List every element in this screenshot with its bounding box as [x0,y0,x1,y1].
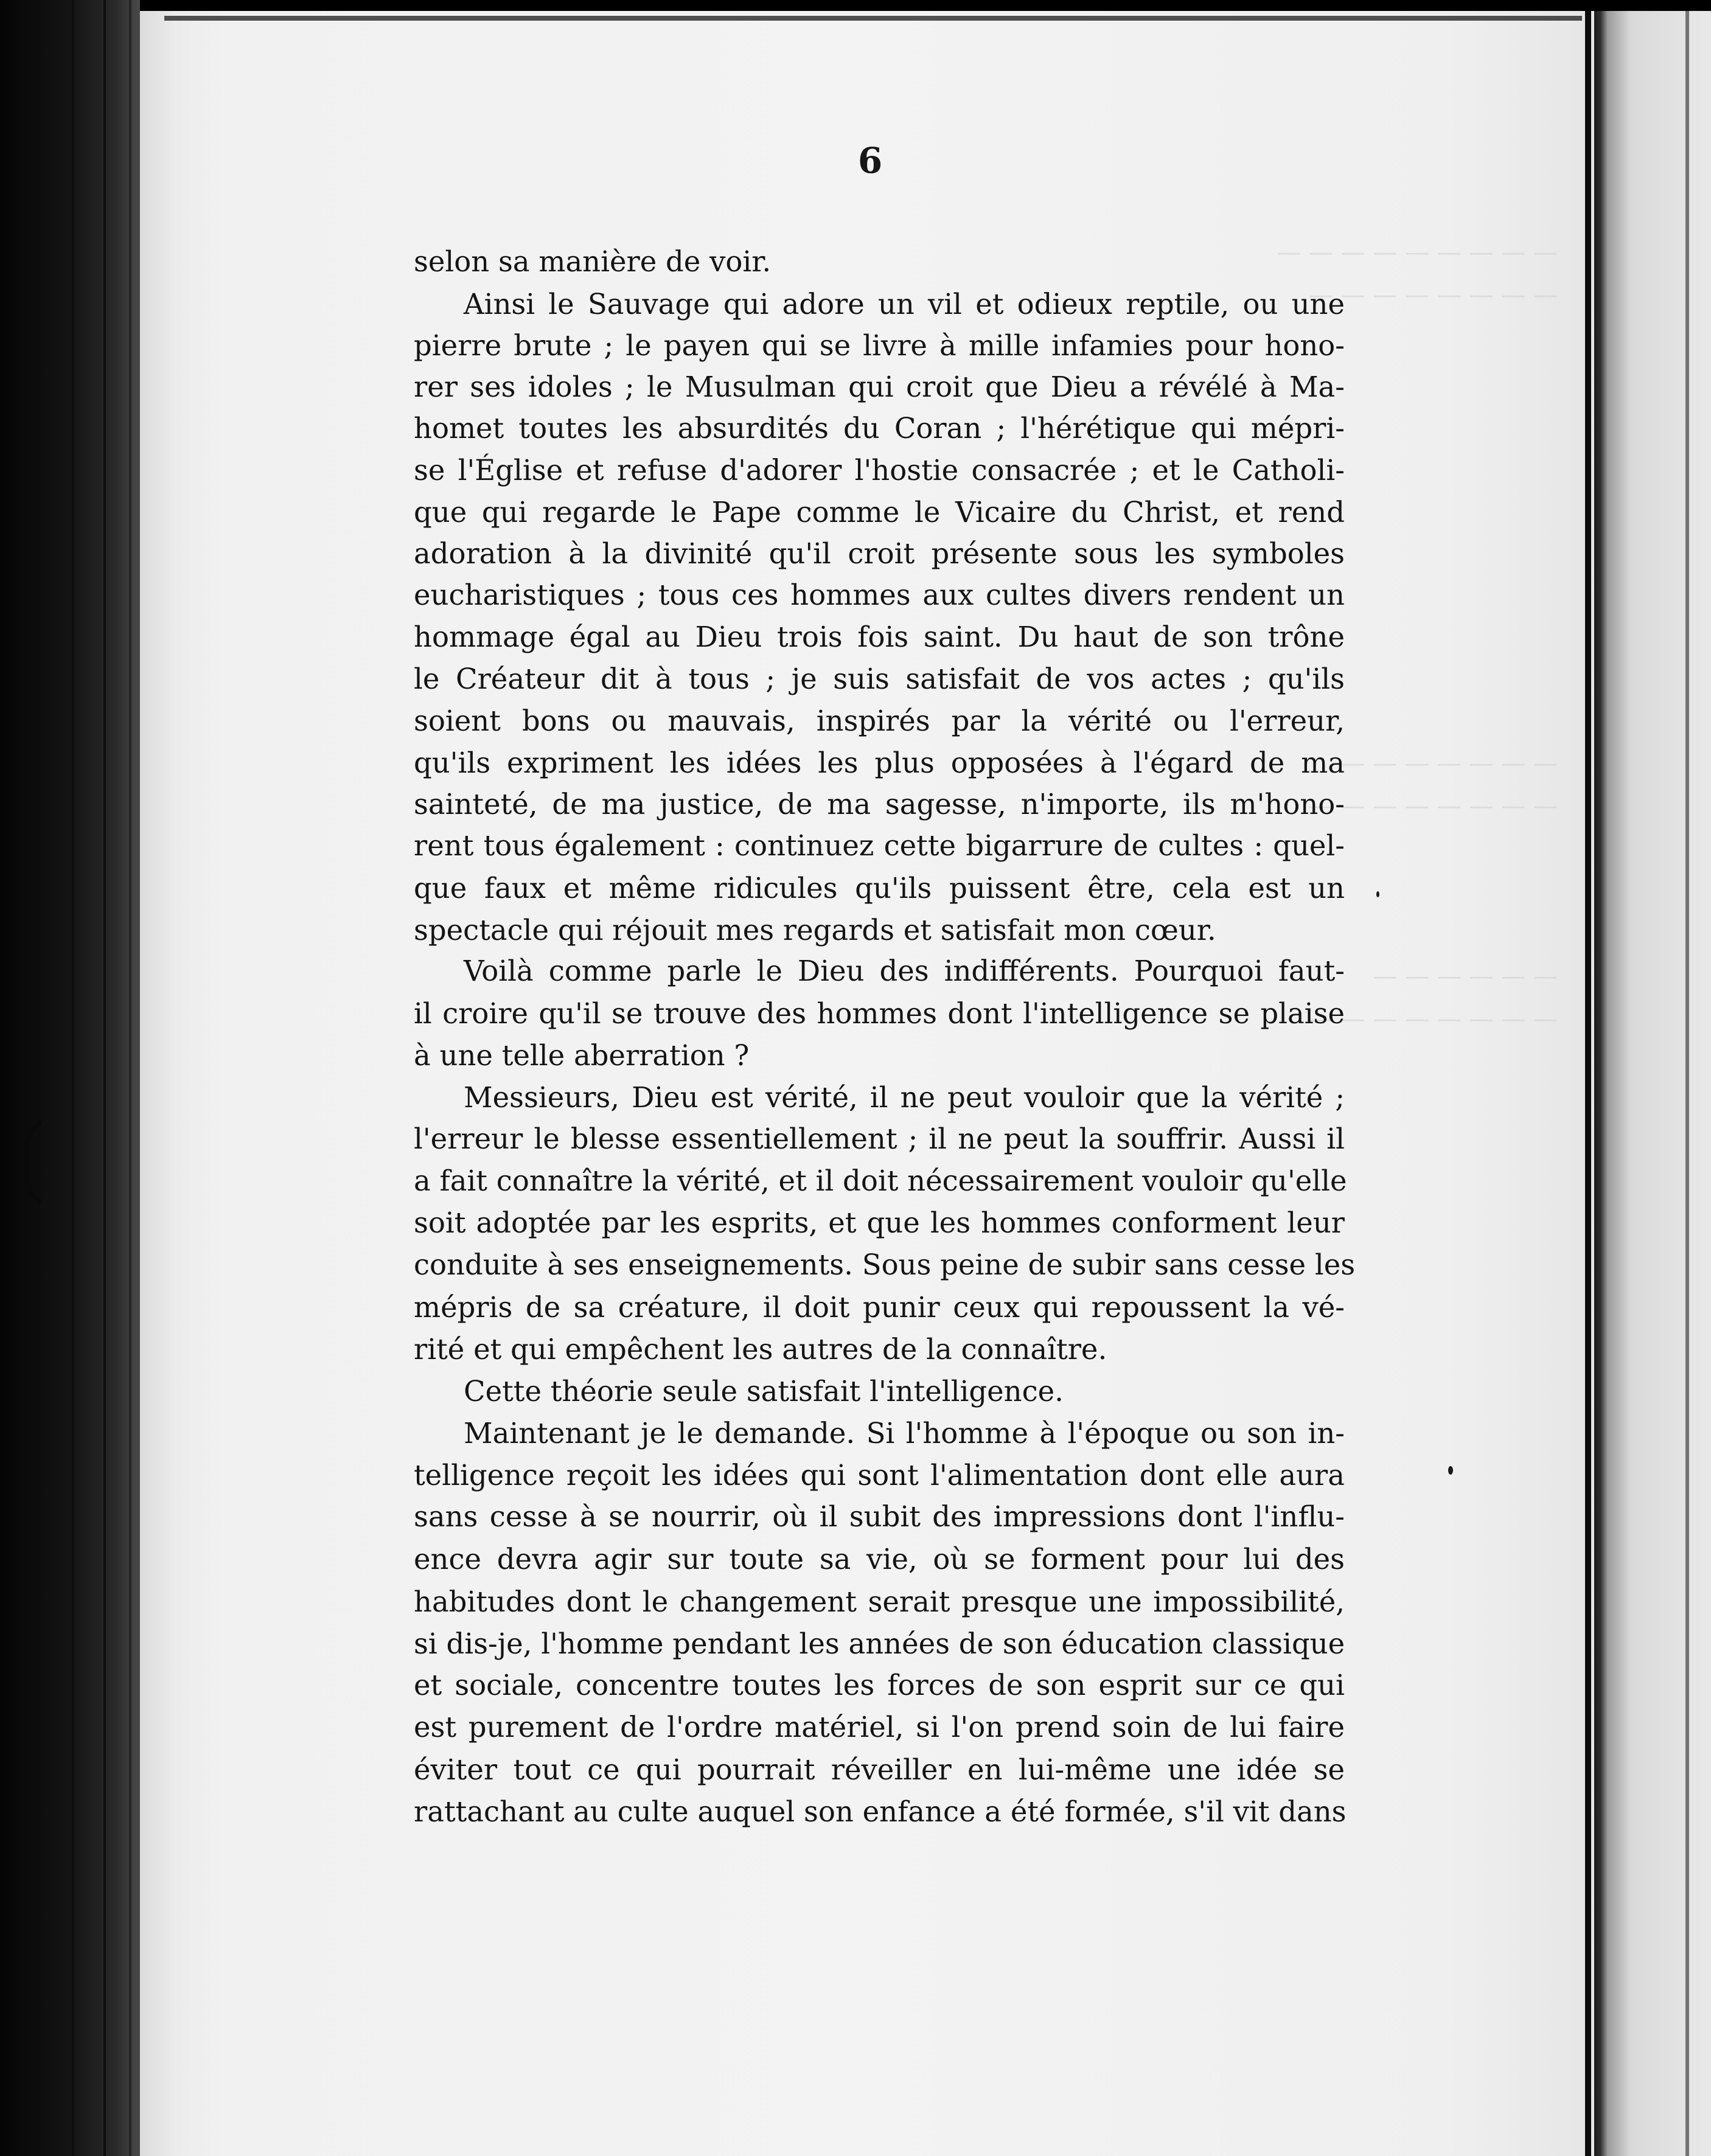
text-line: rent tous également : continuez cette bigarrure de cultes : quel- [414,829,1345,862]
text-line: est purement de l'ordre matériel, si l'on prend soin de lui faire [414,1711,1345,1744]
text-line: spectacle qui réjouit mes regards et satisfait mon cœur. [414,914,1216,947]
text-line: l'erreur le blesse essentiellement ; il ne peut la souffrir. Aussi il [414,1122,1345,1155]
text-line: que faux et même ridicules qu'ils puissent être, cela est un [414,872,1345,905]
text-line: eucharistiques ; tous ces hommes aux cultes divers rendent un [414,579,1345,611]
text-line: sans cesse à se nourrir, où il subit des impressions dont l'influ- [414,1500,1345,1533]
text-line: il croire qu'il se trouve des hommes dont l'intelligence se plaise [414,997,1345,1030]
text-line: se l'Église et refuse d'adorer l'hostie consacrée ; et le Catholi- [414,454,1345,487]
text-line: le Créateur dit à tous ; je suis satisfait de vos actes ; qu'ils [414,662,1345,695]
ink-speck [1376,891,1379,897]
binding-gutter [0,0,140,2156]
text-line: que qui regarde le Pape comme le Vicaire du Christ, et rend [414,496,1345,529]
page-edge-line [72,0,74,2156]
text-line: homet toutes les absurdités du Coran ; l'hérétique qui mépri- [414,412,1345,445]
margin-glyph: ( [12,1106,48,1212]
text-line: rer ses idoles ; le Musulman qui croit que Dieu a révélé à Ma- [414,370,1345,403]
text-line: Cette théorie seule satisfait l'intelligence. [464,1375,1064,1408]
ink-speck [1448,1466,1453,1475]
text-line: conduite à ses enseignements. Sous peine de subir sans cesse les [414,1248,1356,1281]
text-line: soient bons ou mauvais, inspirés par la vérité ou l'erreur, [414,704,1345,737]
text-line: rattachant au culte auquel son enfance a été formée, s'il vit dans [414,1795,1347,1828]
reverse-side-bleedthrough: — — — — — — — — — — — — — — — — — — — — — — — — — — — — — — — — — — — — — — — — — — — — — — [1277,238,1558,1033]
right-page-rule [1585,11,1591,2156]
text-line: sainteté, de ma justice, de ma sagesse, n'importe, ils m'hono- [414,788,1345,821]
page-edge-line [129,0,131,2156]
text-line: a fait connaître la vérité, et il doit nécessairement vouloir qu'elle [414,1164,1347,1197]
text-line: éviter tout ce qui pourrait réveiller en lui-même une idée se [414,1753,1345,1786]
page-number: 6 [857,140,883,181]
text-line: telligence reçoit les idées qui sont l'alimentation dont elle aura [414,1459,1345,1492]
adjacent-page-strip [1594,11,1711,2156]
text-line: à une telle aberration ? [414,1039,750,1072]
text-line: qu'ils expriment les idées les plus opposées à l'égard de ma [414,746,1345,779]
text-line: Voilà comme parle le Dieu des indifférents. Pourquoi faut- [464,955,1345,987]
text-line: Messieurs, Dieu est vérité, il ne peut vouloir que la vérité ; [464,1081,1345,1114]
scan-top-border [0,0,1711,11]
text-line: habitudes dont le changement serait presque une impossibilité, [414,1585,1345,1618]
text-line: mépris de sa créature, il doit punir ceux qui repoussent la vé- [414,1291,1345,1324]
text-line: pierre brute ; le payen qui se livre à mille infamies pour hono- [414,329,1345,362]
adjacent-page-edge [1685,11,1689,2156]
text-line: soit adoptée par les esprits, et que les hommes conforment leur [414,1206,1345,1239]
text-line: ence devra agir sur toute sa vie, où se forment pour lui des [414,1543,1345,1576]
text-line: Ainsi le Sauvage qui adore un vil et odieux reptile, ou une [464,288,1345,321]
text-line: Maintenant je le demande. Si l'homme à l'époque ou son in- [464,1417,1345,1450]
text-line: hommage égal au Dieu trois fois saint. Du haut de son trône [414,621,1345,653]
text-line: rité et qui empêchent les autres de la connaître. [414,1333,1107,1366]
text-line: si dis-je, l'homme pendant les années de son éducation classique [414,1627,1345,1660]
text-line: adoration à la divinité qu'il croit présente sous les symboles [414,537,1345,570]
page-edge-line [38,0,40,2156]
page-edge-line [103,0,106,2156]
text-line: et sociale, concentre toutes les forces de son esprit sur ce qui [414,1669,1345,1702]
top-rule [164,16,1582,21]
text-line: selon sa manière de voir. [414,245,772,278]
